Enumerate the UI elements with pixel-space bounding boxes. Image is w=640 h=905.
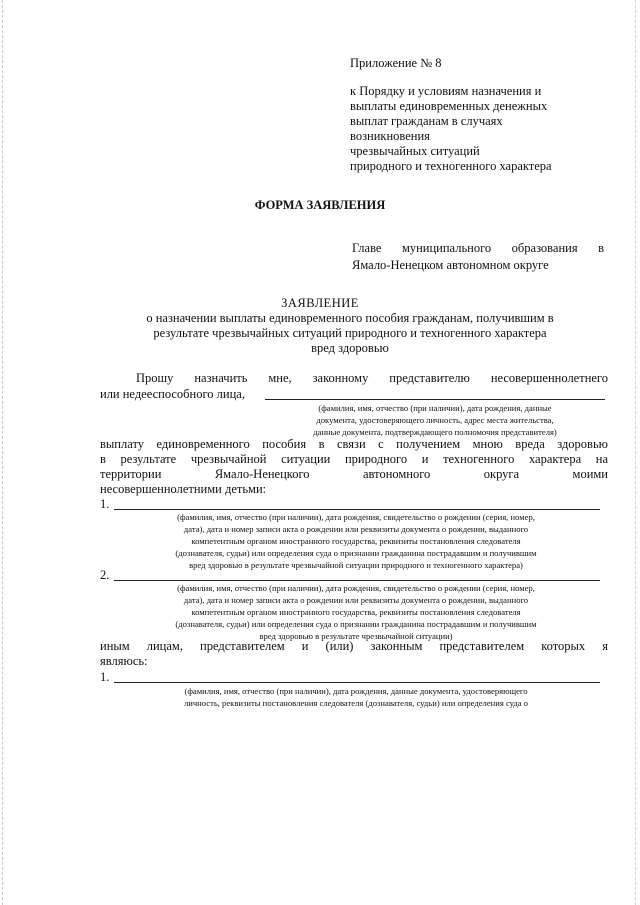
scan-edge-left xyxy=(2,0,4,905)
child-2-field-line[interactable] xyxy=(114,580,600,581)
applicant-field-note: (фамилия, имя, отчество (при наличии), дата рождения, данные документа, удостоверяющего личность, адрес места жительства, данные документа, подтверждающего полномочия представителя) xyxy=(313,403,557,437)
others-line-2: являюсь: xyxy=(100,654,148,668)
form-heading: ФОРМА ЗАЯВЛЕНИЯ xyxy=(254,198,386,212)
request-line-1: Прошу назначить мне, законному представителю несовершеннолетнего xyxy=(136,371,608,385)
request-cont-4: несовершеннолетними детьми: xyxy=(100,482,267,496)
addressee-line-2: Ямало-Ненецком автономном округе xyxy=(352,258,549,272)
child-2-field-note: (фамилия, имя, отчество (при наличии), дата рождения, свидетельство о рождении (серия, номер, дата), дата и номер записи акта о рождении или реквизиты документа о рождении, выданного компетентным органом иностранного государства, реквизиты постановления следователя (дознавателя, судьи) или определения суда о признании гражданина пострадавшим и получившим вред здоровью в результате чрезвычайной ситуации) xyxy=(175,583,537,641)
statement-title: ЗАЯВЛЕНИЕ xyxy=(281,296,359,310)
child-2-number: 2. xyxy=(100,568,110,582)
addressee-line-1: Главе муниципального образования в xyxy=(352,241,604,255)
applicant-field-line[interactable] xyxy=(265,399,605,400)
scan-edge-right xyxy=(635,0,637,905)
child-1-number: 1. xyxy=(100,497,110,511)
request-cont-2: в результате чрезвычайной ситуации природного и техногенного характера на xyxy=(100,452,608,466)
appendix-subtitle: к Порядку и условиям назначения и выплаты единовременных денежных выплат гражданам в случаях возникновения чрезвычайных ситуаций природного и техногенного характера xyxy=(350,84,552,173)
addressee xyxy=(352,240,604,274)
other-1-number: 1. xyxy=(100,670,110,684)
other-1-field-note: (фамилия, имя, отчество (при наличии), дата рождения, данные документа, удостоверяющего личность, реквизиты постановления следователя (дознавателя, судьи) или определения суда о xyxy=(183,686,529,708)
request-cont-1: выплату единовременного пособия в связи с получением мною вреда здоровью xyxy=(100,437,608,451)
request-cont-3: территории Ямало-Ненецкого автономного округа моими xyxy=(100,467,608,481)
request-line-2: или недееспособного лица, xyxy=(100,387,245,401)
others-line-1: иным лицам, представителем и (или) законным представителем которых я xyxy=(100,639,608,653)
child-1-field-note: (фамилия, имя, отчество (при наличии), дата рождения, свидетельство о рождении (серия, номер, дата), дата и номер записи акта о рождении или реквизиты документа о рождении, выданного компетентным органом иностранного государства, реквизиты постановления следователя (дознавателя, судьи) или определения суда о признании гражданина пострадавшим и получившим вред здоровью в результате чрезвычайной ситуации природного и техногенного характера) xyxy=(175,512,537,570)
statement-subtitle: о назначении выплаты единовременного пособия гражданам, получившим в результате чрезвычайных ситуаций природного и техногенного характера вред здоровью xyxy=(146,311,554,355)
child-1-field-line[interactable] xyxy=(114,509,600,510)
appendix-title: Приложение № 8 xyxy=(350,56,442,70)
other-1-field-line[interactable] xyxy=(114,682,600,683)
